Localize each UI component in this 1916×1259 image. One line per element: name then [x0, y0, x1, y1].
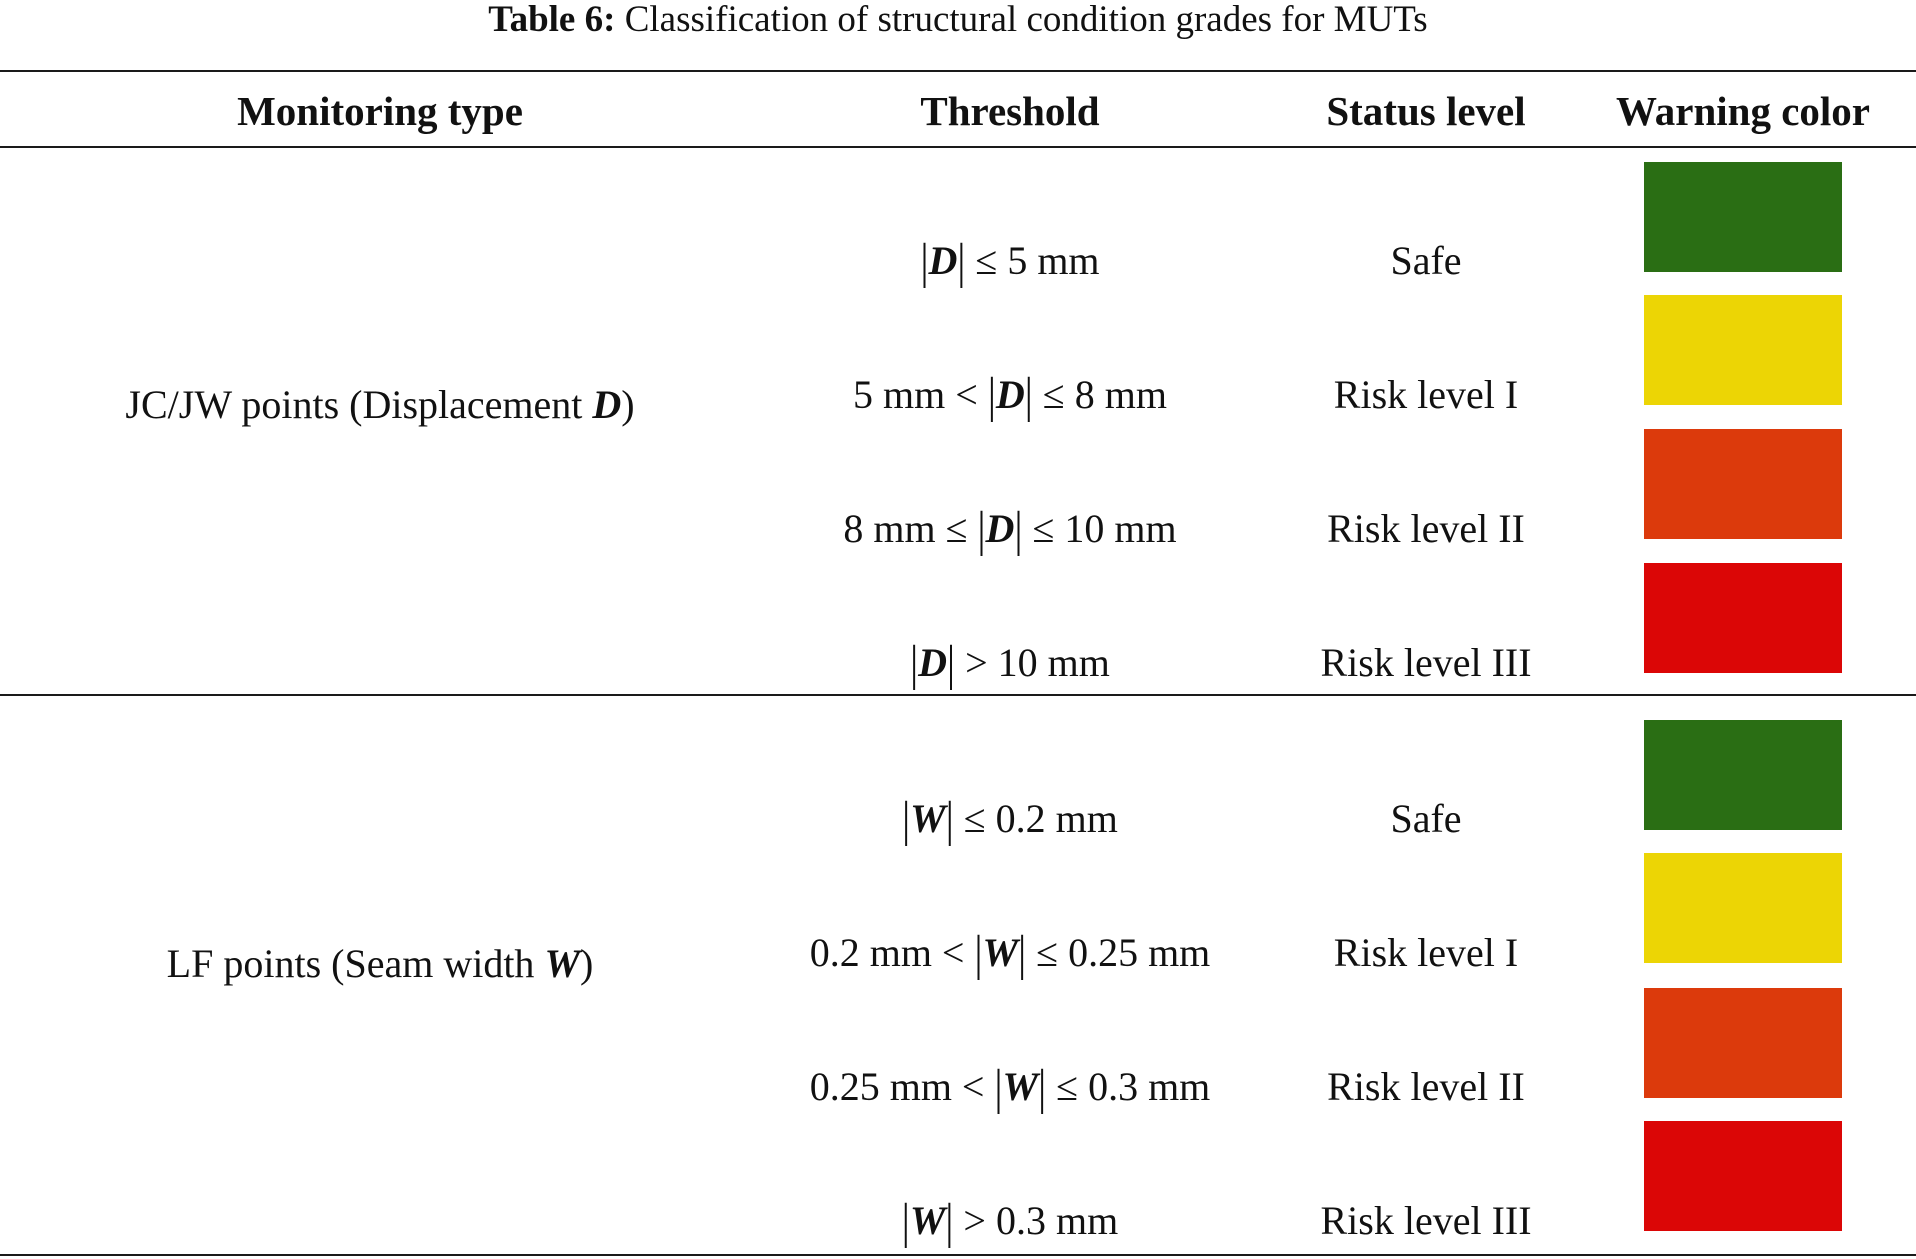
- threshold-cell: |W| ≤ 0.2 mm: [902, 790, 1118, 847]
- table-caption-text: Classification of structural condition grades for MUTs: [624, 0, 1428, 40]
- threshold-cell: |D| ≤ 5 mm: [920, 232, 1100, 289]
- threshold-cell: 0.25 mm < |W| ≤ 0.3 mm: [809, 1058, 1211, 1115]
- warning-swatch: [1644, 295, 1842, 405]
- warning-swatch: [1644, 1121, 1842, 1231]
- status-cell: Risk level I: [1333, 372, 1519, 417]
- threshold-cell: 8 mm ≤ |D| ≤ 10 mm: [843, 500, 1177, 557]
- warning-swatch: [1644, 162, 1842, 272]
- warning-swatch: [1644, 853, 1842, 963]
- threshold-cell: 0.2 mm < |W| ≤ 0.25 mm: [809, 924, 1211, 981]
- threshold-cell: |D| > 10 mm: [910, 634, 1110, 691]
- header-status-level: Status level: [1326, 88, 1526, 134]
- header-threshold: Threshold: [920, 88, 1100, 134]
- status-cell: Safe: [1390, 238, 1462, 283]
- table-caption-label: Table 6:: [488, 0, 616, 40]
- monitoring-type-lf: LF points (Seam width W): [166, 941, 594, 986]
- status-cell: Risk level II: [1327, 1064, 1525, 1109]
- monitoring-type-jcjw: JC/JW points (Displacement D): [125, 382, 635, 427]
- threshold-cell: |W| > 0.3 mm: [901, 1192, 1119, 1249]
- group-rule: [0, 694, 1916, 696]
- threshold-cell: 5 mm < |D| ≤ 8 mm: [853, 366, 1167, 423]
- status-cell: Risk level III: [1320, 640, 1532, 685]
- table-caption: [0, 0, 1916, 40]
- warning-swatch: [1644, 988, 1842, 1098]
- warning-swatch: [1644, 720, 1842, 830]
- bottom-rule: [0, 1254, 1916, 1256]
- warning-swatch: [1644, 563, 1842, 673]
- status-cell: Risk level II: [1327, 506, 1525, 551]
- status-cell: Risk level III: [1320, 1198, 1532, 1243]
- status-cell: Safe: [1390, 796, 1462, 841]
- top-rule: [0, 70, 1916, 72]
- header-warning-color: Warning color: [1616, 88, 1870, 134]
- header-monitoring-type: Monitoring type: [237, 88, 523, 134]
- header-rule: [0, 146, 1916, 148]
- status-cell: Risk level I: [1333, 930, 1519, 975]
- warning-swatch: [1644, 429, 1842, 539]
